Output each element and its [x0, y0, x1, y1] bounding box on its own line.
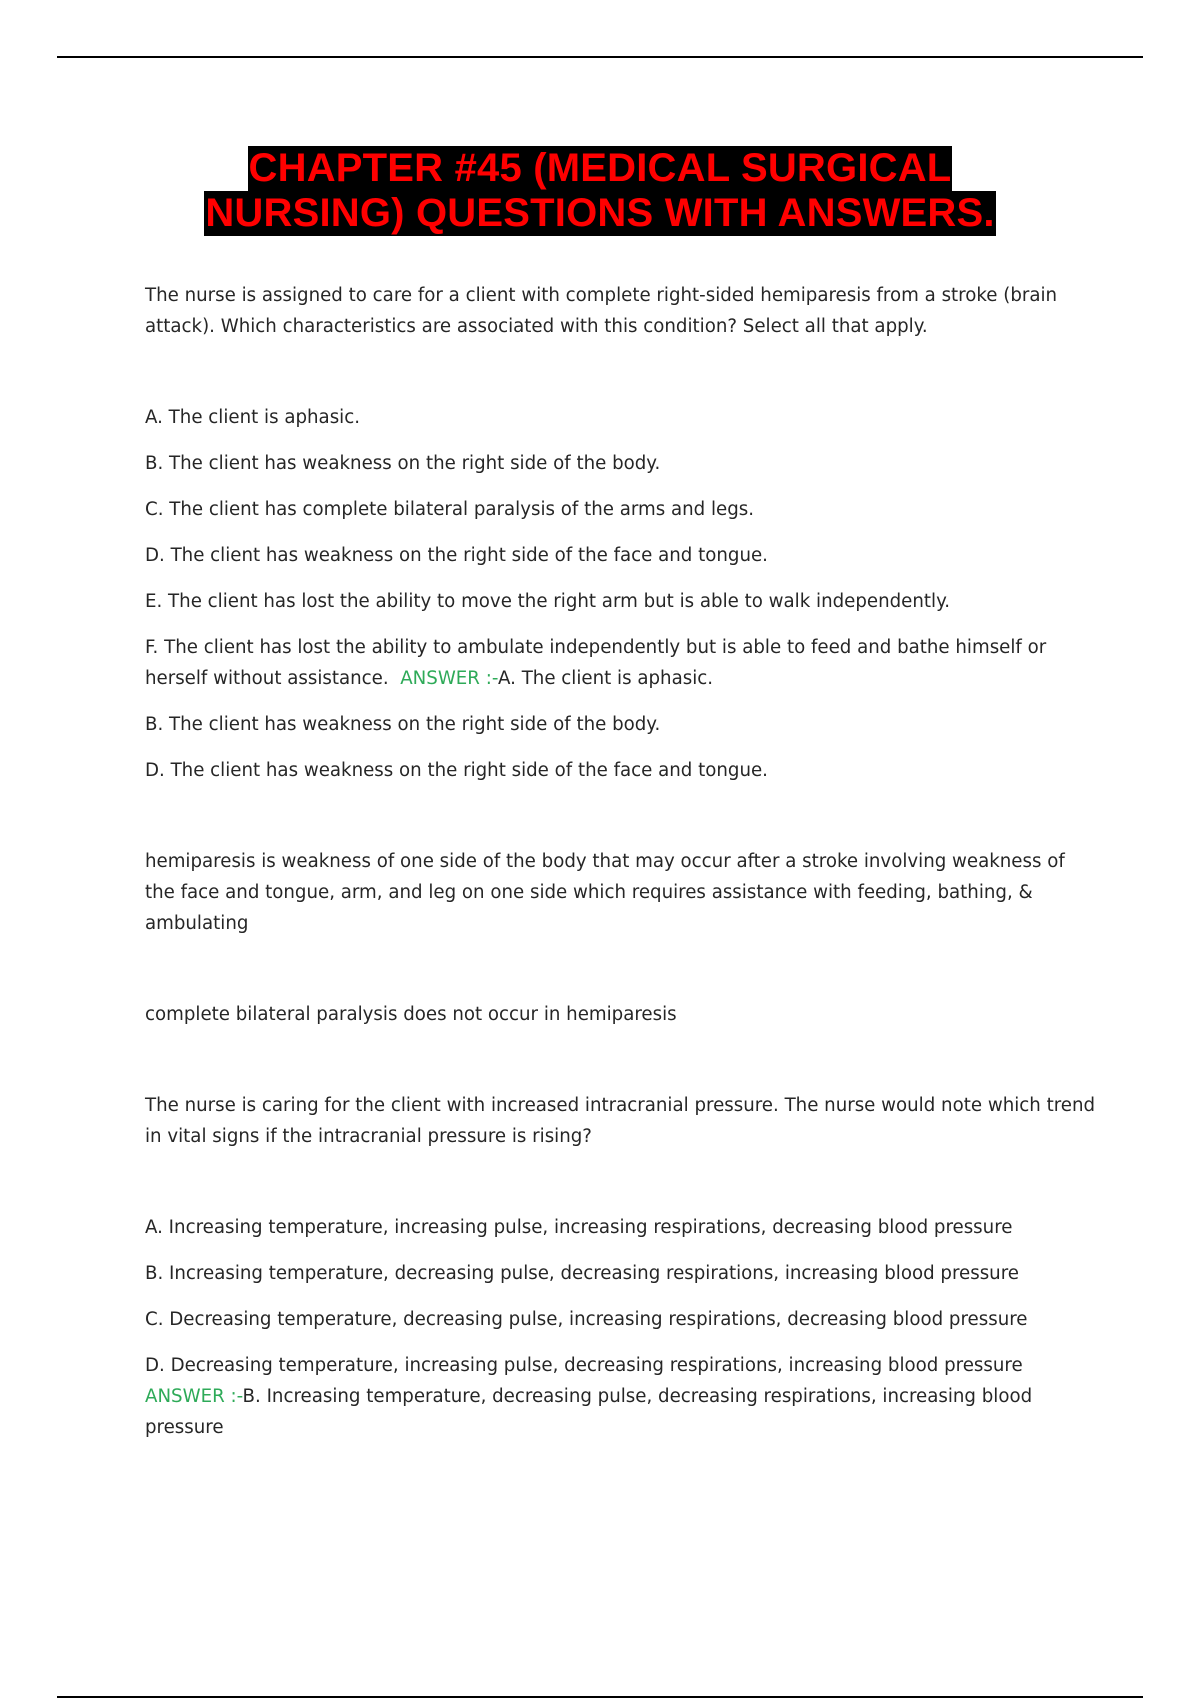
- question-2-option-b: B. Increasing temperature, decreasing pulse, decreasing respirations, increasing blood pressure: [145, 1263, 1019, 1284]
- question-1-text: The nurse is assigned to care for a client with complete right-sided hemiparesis from a stroke (brain attack). Which characteristics are associated with this condition? Select all that apply.: [145, 285, 1058, 337]
- document-body: [145, 280, 1100, 1443]
- question-1-option-f-with-answer: [145, 632, 1100, 694]
- title-line-2: NURSING) QUESTIONS WITH ANSWERS.: [205, 191, 995, 235]
- question-2-answer: B. Increasing temperature, decreasing pulse, decreasing respirations, increasing blood pressure: [145, 1386, 1033, 1438]
- question-1-option-b: B. The client has weakness on the right side of the body.: [145, 453, 661, 474]
- header-rule: [57, 56, 1143, 58]
- answer-label: ANSWER :-: [400, 668, 499, 689]
- question-2-option-d: D. Decreasing temperature, increasing pulse, decreasing respirations, increasing blood pressure: [145, 1355, 1023, 1376]
- footer-rule: [57, 1696, 1143, 1698]
- title-line-1: CHAPTER #45 (MEDICAL SURGICAL: [248, 146, 952, 190]
- question-1-option-a: A. The client is aphasic.: [145, 407, 361, 428]
- question-1-option-f: F. The client has lost the ability to ambulate independently but is able to feed and bathe himself or herself without assistance.: [145, 637, 1047, 689]
- document-title: [0, 146, 1200, 236]
- question-2-option-a: A. Increasing temperature, increasing pulse, increasing respirations, decreasing blood pressure: [145, 1217, 1013, 1238]
- question-1-option-d: D. The client has weakness on the right side of the face and tongue.: [145, 545, 768, 566]
- question-1-rationale-2: complete bilateral paralysis does not occur in hemiparesis: [145, 1004, 677, 1025]
- question-1-answer-b: B. The client has weakness on the right side of the body.: [145, 714, 661, 735]
- question-1-answer-d: D. The client has weakness on the right side of the face and tongue.: [145, 760, 768, 781]
- question-2-option-c: C. Decreasing temperature, decreasing pulse, increasing respirations, decreasing blood pressure: [145, 1309, 1028, 1330]
- question-1-answer-a: A. The client is aphasic.: [498, 668, 714, 689]
- answer-label: ANSWER :-: [145, 1386, 243, 1407]
- question-1-option-c: C. The client has complete bilateral paralysis of the arms and legs.: [145, 499, 755, 520]
- question-2-text: The nurse is caring for the client with increased intracranial pressure. The nurse would note which trend in vital signs if the intracranial pressure is rising?: [145, 1095, 1096, 1147]
- question-2-option-d-with-answer: [145, 1350, 1100, 1443]
- question-1-rationale-1: hemiparesis is weakness of one side of the body that may occur after a stroke involving weakness of the face and tongue, arm, and leg on one side which requires assistance with feeding, bathing, & ambulating: [145, 851, 1065, 934]
- question-1-option-e: E. The client has lost the ability to move the right arm but is able to walk independently.: [145, 591, 951, 612]
